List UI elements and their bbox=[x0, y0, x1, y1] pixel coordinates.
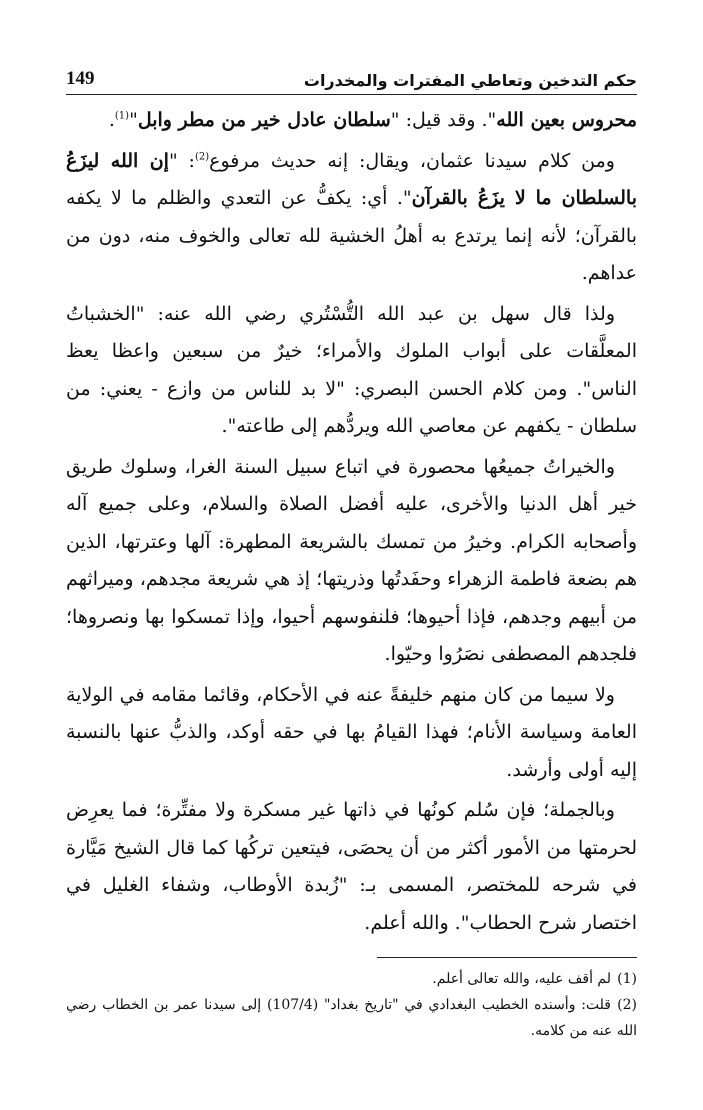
text-run: ". أي: يكفُّ عن التعدي والظلم ما لا يكفه بالقرآن؛ لأنه إنما يرتدع به أهلُ الخشية لله تعالى والخوف منه، دون من عداهم. bbox=[66, 187, 637, 284]
footnote-ref-1[interactable]: (1) bbox=[114, 110, 130, 122]
paragraph-2 bbox=[66, 143, 637, 293]
bold-phrase: محروس بعين الله bbox=[496, 109, 637, 131]
footnote-number: (2) bbox=[617, 997, 637, 1013]
footnote-divider bbox=[377, 957, 637, 958]
header-divider bbox=[66, 94, 637, 95]
paragraph-5: ولا سيما من كان منهم خليفةً عنه في الأحكام، وقائما مقامه في الولاية العامة وسياسة الأنام؛ فهذا القيامُ بها في حقه أوكد، والذبُّ عنها بالنسبة إليه أولى وأرشد. bbox=[66, 683, 637, 781]
footnotes bbox=[66, 966, 637, 1044]
footnote-2 bbox=[66, 992, 637, 1044]
bold-quote: إن الله ليزَعُ بالسلطان ما لا يزَعُ بالقرآن bbox=[66, 149, 638, 209]
paragraph-3: ولذا قال سهل بن عبد الله التُّسْتُري رضي الله عنه: "الخشباتُ المعلَّقات على أبواب الملوك والأمراء؛ خيرٌ من سبعين واعظا يعظ الناس". ومن كلام الحسن البصري: "لا بد للناس من وازع - يعني: من سلطان - يكفهم عن معاصي الله ويردُّهم إلى طاعته". bbox=[66, 302, 637, 437]
paragraph-6: وبالجملة؛ فإن سُلم كونُها في ذاتها غير مسكرة ولا مفتِّرة؛ فما يعرِض لحرمتها من الأمور أكثر من أن يحصَى، فيتعين تركُها كما قال الشيخ مَيَّارة في شرحه للمختصر، المسمى بـ: "زُبدة الأوطاب، وشفاء الغليل في اختصار شرح الحطاب". والله أعلم. bbox=[66, 799, 637, 934]
text-run: : " bbox=[168, 149, 195, 172]
paragraph-1 bbox=[66, 102, 637, 140]
page-number: 149 bbox=[66, 68, 95, 89]
text-run: ومن كلام سيدنا عثمان، ويقال: إنه حديث مرفوع bbox=[209, 149, 615, 172]
running-title: حكم التدخين وتعاطي المفترات والمخدرات bbox=[303, 71, 637, 90]
footnote-1 bbox=[66, 966, 637, 992]
text-run: ". وقد قيل: " bbox=[390, 109, 497, 131]
main-text bbox=[66, 102, 637, 942]
footnote-number: (1) bbox=[617, 971, 637, 987]
footnote-text: لم أقف عليه، والله تعالى أعلم. bbox=[432, 971, 611, 987]
text-run: . bbox=[108, 109, 115, 131]
bold-quote: سلطان عادل خير من مطر وابل bbox=[137, 109, 391, 131]
paragraph-4: والخيراتُ جميعُها محصورة في اتباع سبيل السنة الغرا، وسلوك طريق خير أهل الدنيا والأخرى، عليه أفضل الصلاة والسلام، وعلى جميع آله وأصحابه الكرام. وخيرُ من تمسك بالشريعة المطهرة: آلها وعترتها، الذين هم بضعة فاطمة الزهراء وحفَدتُها وذريتها؛ إذ هي شريعة مجدهم، وميراثهم من أبيهم وجدهم، فإذا أحيوها؛ فلنفوسهم أحيوا، وإذا تمسكوا بها ونصروها؛ فلجدهم المصطفى نصَرُوا وحيّوا. bbox=[66, 455, 637, 665]
footnote-text: قلت: وأسنده الخطيب البغدادي في "تاريخ بغداد" (107/4) إلى سيدنا عمر بن الخطاب رضي الله عنه من كلامه. bbox=[66, 997, 637, 1039]
running-header bbox=[66, 60, 637, 90]
footnote-ref-2[interactable]: (2) bbox=[194, 151, 210, 163]
text-run: " bbox=[129, 109, 138, 131]
